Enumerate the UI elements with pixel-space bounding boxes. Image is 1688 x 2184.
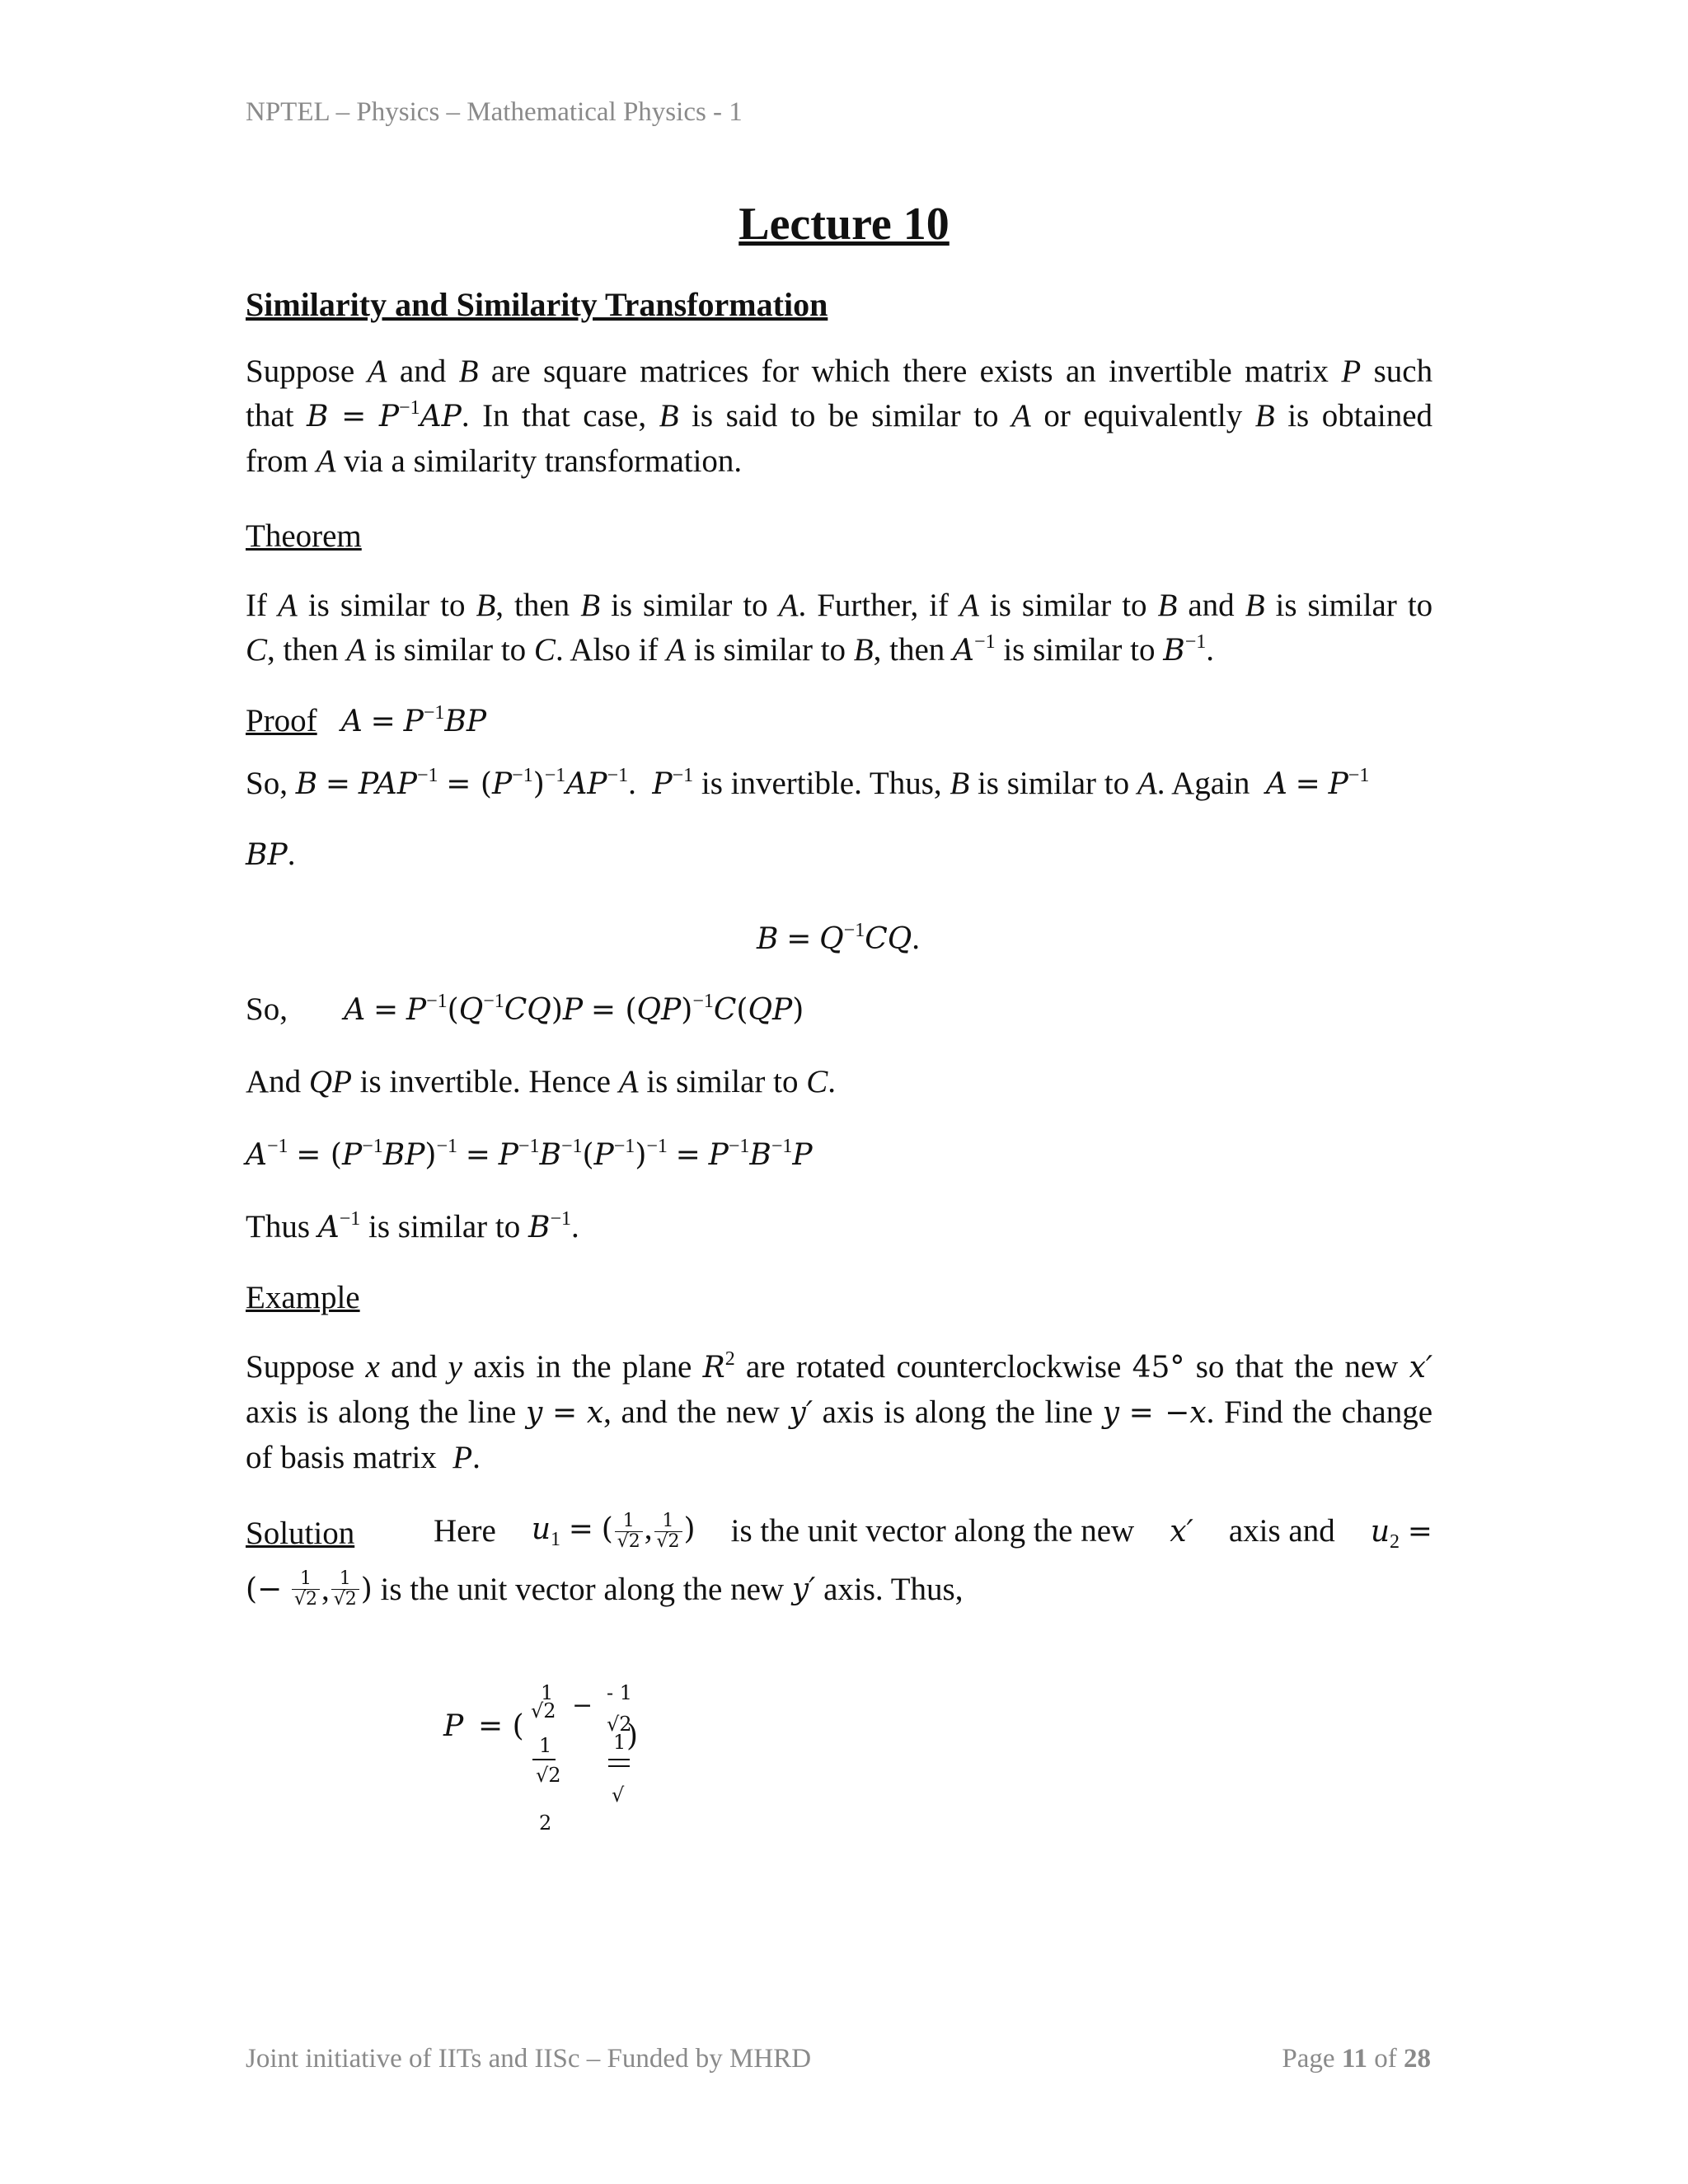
theorem-label: Theorem	[246, 518, 362, 554]
proof-conclusion: Thus $A^{-1}$ is similar to $B^{-1}$.	[246, 1208, 579, 1244]
proof-step-1: So, $B = PAP^{-1} = (P^{-1})^{-1}AP^{-1}$. $P^{-1}$ is invertible. Thus, B is similar to A. Again $A = P^{-1}$	[246, 765, 1370, 801]
section-heading: Similarity and Similarity Transformation	[246, 286, 828, 323]
definition-paragraph: Suppose A and B are square matrices for which there exists an invertible matrix P such that $B = P^{-1}AP$. In that case, B is said to be similar to A or equivalently B is obtained from A via a similarity transformation.	[246, 354, 1433, 479]
example-paragraph: Suppose x and y axis in the plane $R^2$ are rotated counterclockwise 45° so that the new x′ axis is along the line y = x, and the new y′ axis is along the line y = −x. Find the change of basis matrix P.	[246, 1348, 1433, 1475]
proof-line: Proof $A = P^{-1}BP$	[246, 702, 487, 738]
solution-line-1-text: Here $u_1$ = ( $\frac{1}{√2}$ , $\frac{1}{√2}$ ) is the unit vector along the new x′ axis and $u_2$ =	[434, 1510, 1432, 1553]
solution-line-2: (− $\frac{1}{√2}$ , $\frac{1}{√2}$ ) is the unit vector along the new y′ axis. Thus,	[246, 1568, 964, 1610]
example-label: Example	[246, 1280, 360, 1315]
proof-inverse-eq: $A^{-1} = (P^{-1}BP)^{-1} = P^{-1}B^{-1}(P^{-1})^{-1} = P^{-1}B^{-1}P$	[246, 1136, 813, 1172]
solution-line-1: Solution	[246, 1516, 355, 1551]
proof-qp-line: And QP is invertible. Hence A is similar to C.	[246, 1064, 836, 1099]
lecture-title: Lecture 10	[738, 199, 950, 250]
page-number: Page 11 of 28	[1282, 2044, 1431, 2074]
theorem-paragraph: If A is similar to B, then B is similar to A. Further, if A is similar to B and B is similar to C, then A is similar to C. Also if A is similar to B, then $A^{-1}$ is similar to $B^{-1}$.	[246, 588, 1433, 668]
page-header: NPTEL – Physics – Mathematical Physics - 1	[246, 97, 743, 127]
proof-step-1-cont: BP.	[246, 837, 296, 872]
proof-eq-a: So, $A = P^{-1}(Q^{-1}CQ)P = (QP)^{-1}C(QP)$	[246, 991, 804, 1027]
page-footer-left: Joint initiative of IITs and IISc – Funded by MHRD	[246, 2044, 812, 2074]
proof-eq-b: $B = Q^{-1}CQ$.	[757, 920, 921, 956]
